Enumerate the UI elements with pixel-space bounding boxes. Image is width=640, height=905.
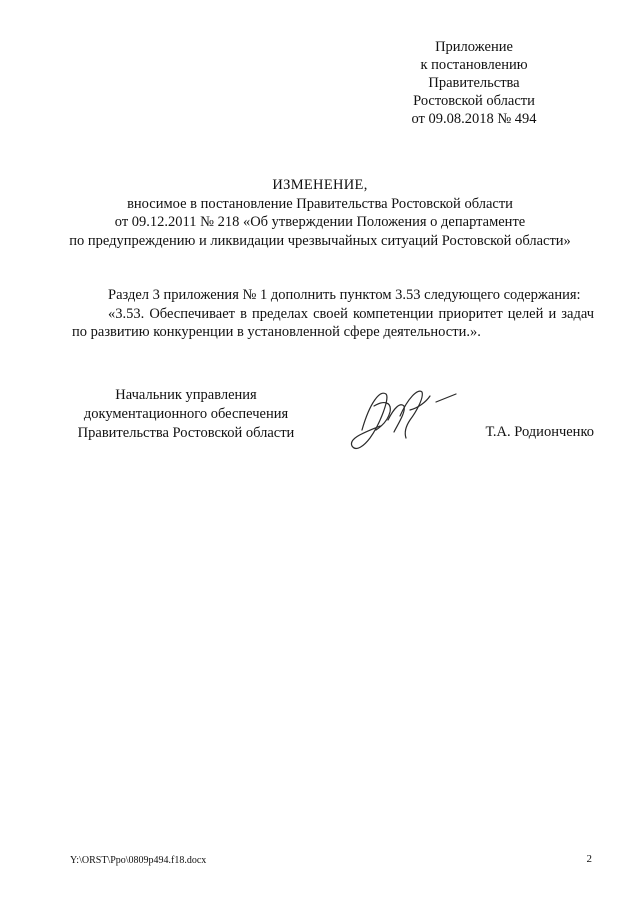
heading-line: вносимое в постановление Правительства Ростовской области (127, 195, 513, 212)
signatory-name: Т.А. Родионченко (485, 424, 594, 440)
annex-date-line: от 09.08.2018 № 494 (411, 111, 537, 127)
annex-line: Ростовской области (413, 93, 535, 109)
handwritten-signature (340, 372, 460, 462)
heading-line: от 09.12.2011 № 218 «Об утверждении Положения о департаменте (114, 214, 526, 230)
footer-file-path: Y:\ORST\Ppo\0809p494.f18.docx (70, 855, 207, 866)
page-title: ИЗМЕНЕНИЕ, (272, 177, 368, 193)
annex-header (354, 38, 594, 128)
paragraph-amendment: Раздел 3 приложения № 1 дополнить пунктом 3.53 следующего содержания: (108, 287, 581, 303)
annex-line: к постановлению (420, 57, 528, 73)
document-body (72, 286, 594, 342)
heading-line: по предупреждению и ликвидации чрезвычайных ситуаций Ростовской области» (69, 232, 571, 249)
position-line: Правительства Ростовской области (77, 425, 295, 441)
document-heading (0, 176, 640, 250)
position-line: документационного обеспечения (83, 406, 289, 422)
signatory-position (70, 386, 302, 443)
annex-line: Правительства (428, 75, 520, 91)
position-line: Начальник управления (115, 387, 257, 403)
page-number: 2 (586, 853, 592, 865)
annex-line: Приложение (435, 39, 513, 55)
paragraph-clause: «3.53. Обеспечивает в пределах своей компетенции приоритет целей и задач по развитию конкуренции в установленной сфере деятельности.». (72, 305, 594, 340)
